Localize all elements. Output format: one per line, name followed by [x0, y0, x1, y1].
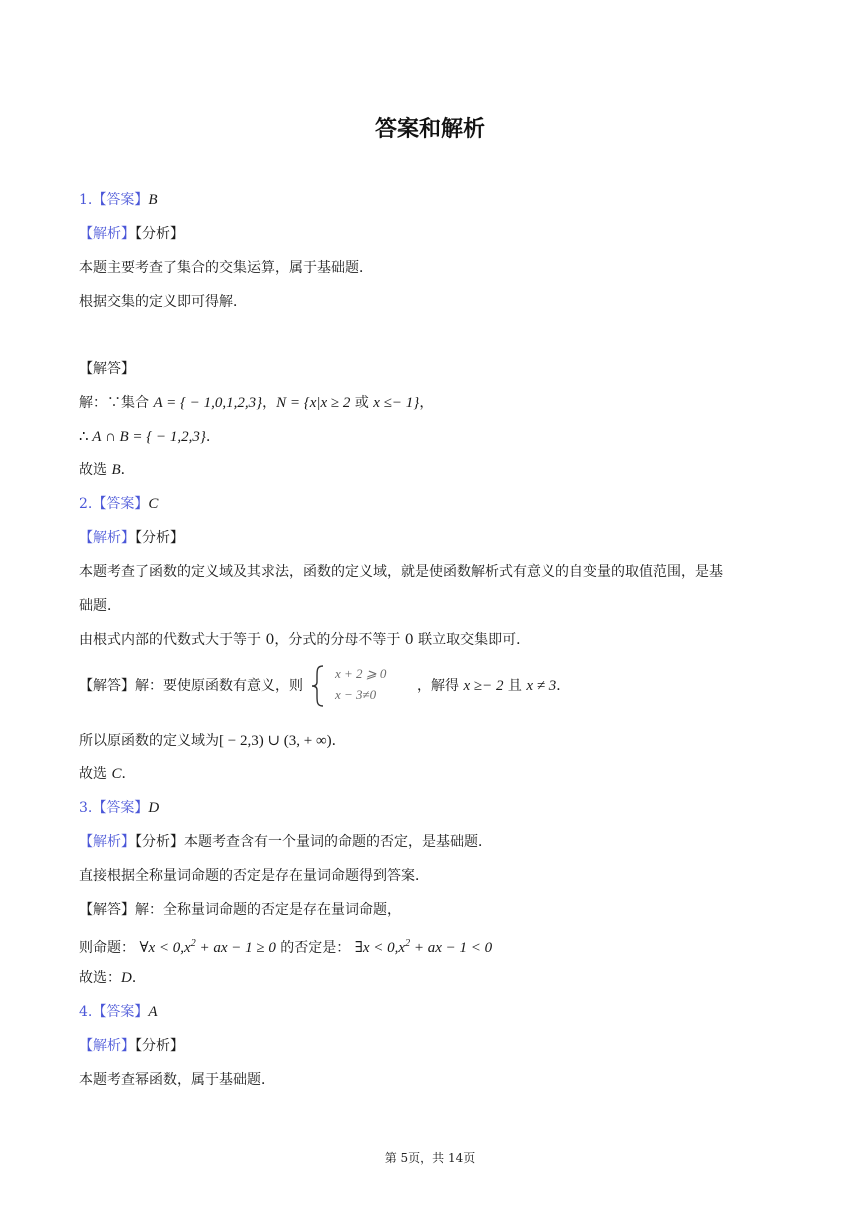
q1-sol-prefix: 解：∵集合 [79, 395, 149, 411]
q1-choose-suffix: ． [120, 462, 135, 478]
q3-analysis-line [79, 832, 492, 852]
q3-choose-value: D [121, 970, 132, 986]
q2-analysis-1b: 础题． [79, 598, 121, 614]
q3-choose-suffix: ． [131, 970, 146, 986]
q3-answer: D [148, 800, 160, 816]
q2-domain [79, 731, 346, 751]
q4-answer-line [79, 1002, 158, 1022]
q1-sol-period: ． [205, 429, 220, 445]
q2-domain-value: [ − 2,3) ∪ (3, + ∞) [219, 733, 332, 749]
q3-proposition [139, 940, 275, 956]
q3-negation [355, 940, 492, 956]
q1-therefore: ∴ [79, 429, 93, 445]
q1-choose-value: B [111, 462, 121, 478]
q2-choose-suffix: ． [121, 766, 136, 782]
q2-and: 且 [503, 678, 527, 694]
q3-prop-a: ∀x < 0,x [139, 940, 191, 956]
q2-choose [79, 764, 135, 784]
q4-analysis-1: 本题考查幂函数，属于基础题． [79, 1072, 275, 1088]
q4-analysis-header [79, 1036, 184, 1056]
q1-answer-tag: 【答案】 [92, 192, 149, 208]
q2-domain-suffix: ． [331, 733, 346, 749]
q2-inequality-system [309, 664, 411, 708]
q3-number: 3. [79, 800, 93, 816]
q2-answer-line [79, 494, 158, 514]
q1-set-n1: N = {x|x ≥ 2 [276, 395, 351, 411]
q3-analysis-2: 直接根据全称量词命题的否定是存在量词命题得到答案． [79, 868, 429, 884]
q1-jieda-tag: 【解答】 [79, 361, 135, 377]
q3-solution-1 [79, 900, 401, 920]
q1-intersection: A ∩ B = { − 1,2,3} [92, 429, 206, 445]
q3-choose-prefix: 故选： [79, 970, 121, 986]
q2-choose-prefix: 故选 [79, 766, 112, 782]
q2-system-row-1: x + 2 ⩾ 0 [335, 666, 387, 681]
q3-choose [79, 968, 146, 988]
q1-solution-2 [79, 427, 220, 447]
q1-set-a: A = { − 1,0,1,2,3} [153, 395, 263, 411]
q3-neg-b: + ax − 1 < 0 [410, 940, 493, 956]
q1-answer: B [148, 192, 158, 208]
q3-jieda-tag: 【解答】 [79, 902, 135, 918]
q1-solution-1 [79, 393, 433, 413]
q3-sol-1: 解：全称量词命题的否定是存在量词命题， [135, 902, 401, 918]
q2-choose-value: C [111, 766, 122, 782]
q1-number: 1. [79, 192, 93, 208]
page-title: 答案和解析 [374, 117, 485, 142]
q2-sol-mid: ，解得 [417, 678, 464, 694]
q3-fenxi-tag: 【分析】 [135, 834, 184, 850]
q4-answer-tag: 【答案】 [92, 1004, 149, 1020]
q3-prop-b: + ax − 1 ≥ 0 [195, 940, 276, 956]
q3-sol-2-mid: 的否定是： [275, 940, 355, 956]
q1-set-n2: x ≤− 1} [373, 395, 420, 411]
q3-neg-a: ∃x < 0,x [354, 940, 406, 956]
q4-answer: A [148, 1004, 158, 1020]
q2-domain-prefix: 所以原函数的定义域为 [79, 733, 219, 749]
q1-choose-prefix: 故选 [79, 462, 112, 478]
q2-analysis-1: 本题考查了函数的定义域及其求法，函数的定义域，就是使函数解析式有意义的自变量的取值范围，是基 [79, 564, 723, 580]
q3-sol-2-prefix: 则命题： [79, 940, 140, 956]
q3-answer-line [79, 798, 159, 818]
page-footer: 第 5页，共 14页 [384, 1151, 476, 1165]
q1-answer-line [79, 190, 158, 210]
q2-jiexi-tag: 【解析】 [79, 530, 135, 546]
q2-analysis-header [79, 528, 184, 548]
q2-result-1: x ≥− 2 [463, 678, 504, 694]
q1-fenxi-tag: 【分析】 [135, 226, 184, 242]
q2-system-row-2: x − 3≠0 [335, 687, 377, 702]
q4-fenxi-tag: 【分析】 [135, 1038, 184, 1054]
q2-solution-1 [79, 664, 570, 708]
q2-analysis-2: 由根式内部的代数式大于等于 0，分式的分母不等于 0 联立取交集即可． [79, 632, 531, 648]
q3-solution-2 [79, 934, 492, 958]
q1-analysis-1: 本题主要考查了集合的交集运算，属于基础题． [79, 260, 373, 276]
q1-sol-comma: ， [262, 395, 277, 411]
left-brace-icon [309, 664, 329, 708]
q2-sol-prefix: 解：要使原函数有意义，则 [135, 678, 303, 694]
q2-answer: C [148, 496, 159, 512]
q3-analysis-1: 本题考查含有一个量词的命题的否定，是基础题． [184, 834, 492, 850]
q3-answer-tag: 【答案】 [92, 800, 149, 816]
q1-analysis-2: 根据交集的定义即可得解． [79, 294, 247, 310]
q1-or: 或 [350, 395, 374, 411]
q1-sol-end: ， [419, 395, 434, 411]
q3-neg-exp: 2 [405, 938, 411, 949]
q2-fenxi-tag: 【分析】 [135, 530, 184, 546]
q1-analysis-header [79, 224, 184, 244]
q3-prop-exp: 2 [190, 938, 196, 949]
q2-answer-tag: 【答案】 [92, 496, 149, 512]
q2-sol-period: ． [556, 678, 571, 694]
q1-choose [79, 460, 135, 480]
q2-number: 2. [79, 496, 93, 512]
q4-number: 4. [79, 1004, 93, 1020]
q2-result-2: x ≠ 3 [526, 678, 557, 694]
q2-jieda-tag: 【解答】 [79, 678, 135, 694]
q1-jiexi-tag: 【解析】 [79, 226, 135, 242]
q3-jiexi-tag: 【解析】 [79, 834, 135, 850]
q4-jiexi-tag: 【解析】 [79, 1038, 135, 1054]
